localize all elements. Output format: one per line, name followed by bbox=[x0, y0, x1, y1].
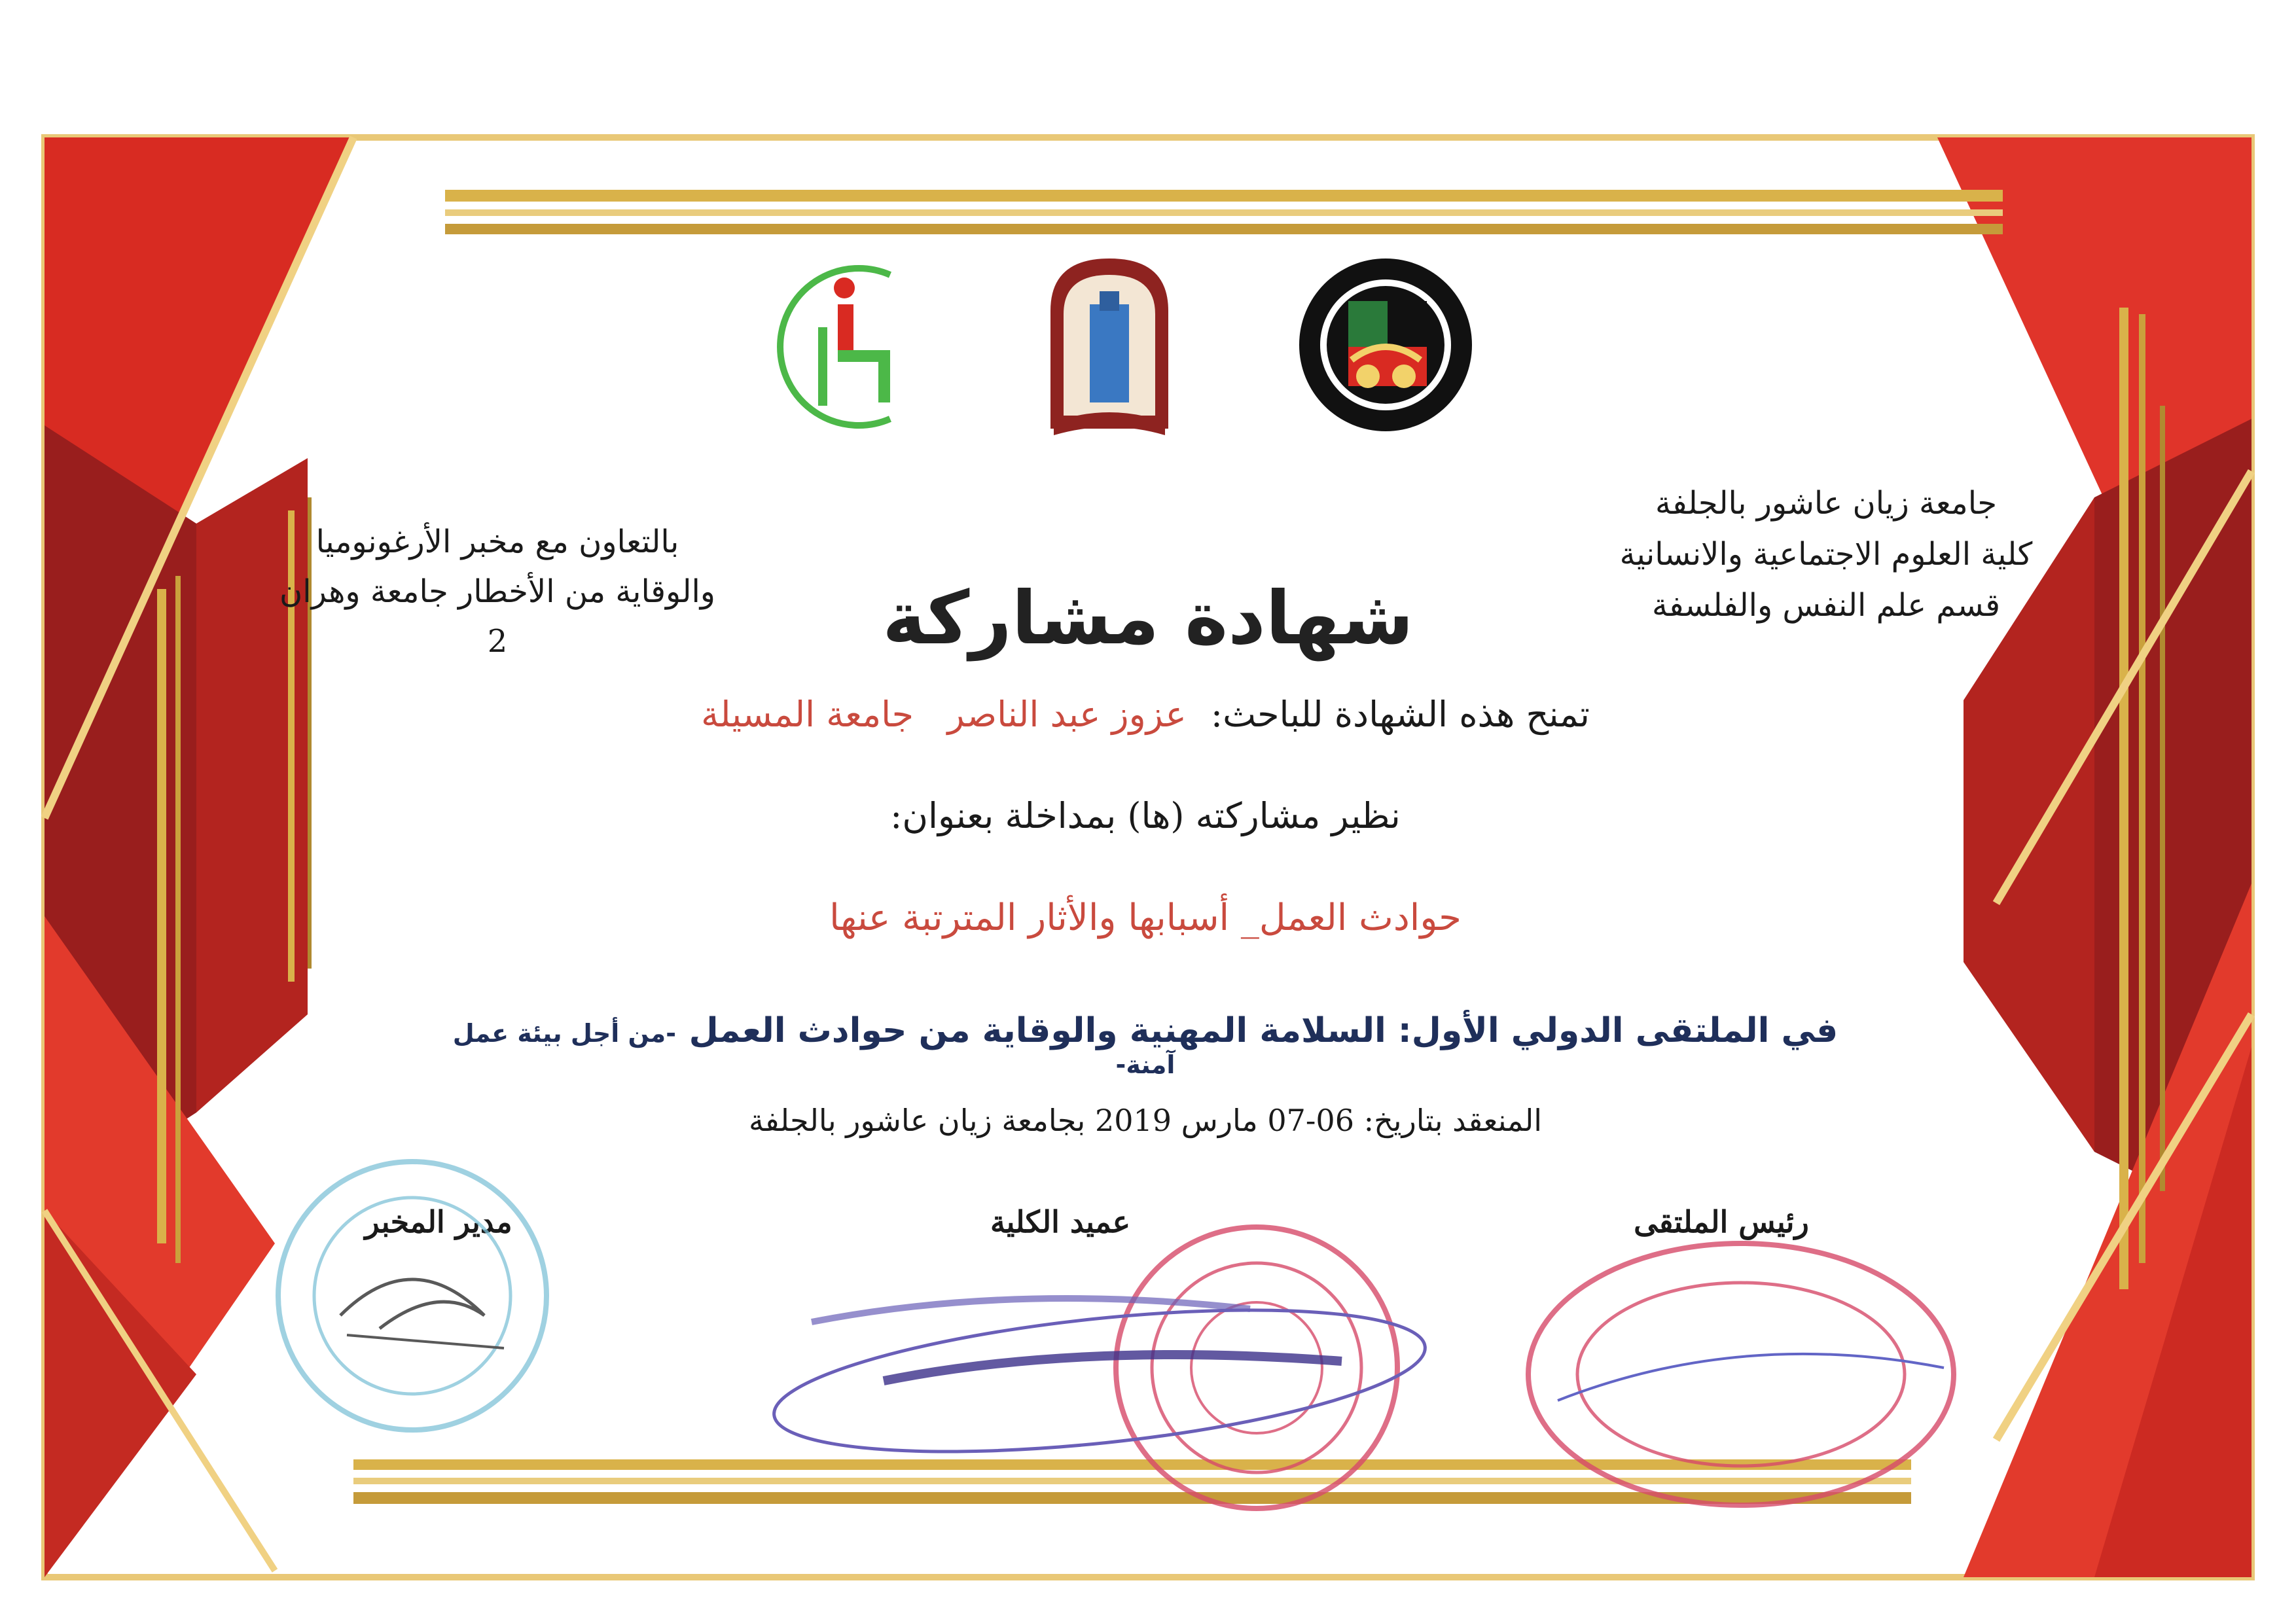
recipient-name: عزوز عبد الناصر جامعة المسيلة bbox=[701, 694, 1187, 735]
certificate-title: شهادة مشاركة bbox=[882, 576, 1414, 661]
conference-president-label: رئيس الملتقى bbox=[1634, 1204, 1809, 1240]
recipient-line bbox=[524, 694, 1767, 735]
president-stamp bbox=[1518, 1237, 1964, 1512]
right-header-line2: كلية العلوم الاجتماعية والانسانية bbox=[1619, 536, 2033, 573]
date-line: المنعقد بتاريخ: 06-07 مارس 2019 بجامعة زيان عاشور بالجلفة bbox=[749, 1103, 1542, 1138]
conference-main: في الملتقى الدولي الأول: السلامة المهنية والوقاية من حوادث العمل bbox=[689, 1011, 1839, 1050]
dean-signature bbox=[753, 1283, 1446, 1459]
right-header-line3: قسم علم النفس والفلسفة bbox=[1651, 587, 2001, 624]
participation-line: نظير مشاركته (ها) بمداخلة بعنوان: bbox=[890, 795, 1401, 836]
faculty-social-sciences-logo bbox=[1041, 252, 1178, 438]
granted-prefix: تمنح هذه الشهادة للباحث: bbox=[1210, 694, 1590, 735]
lab-stamp bbox=[268, 1152, 556, 1440]
conference-sub: -من أجل بيئة عمل آمنة- bbox=[452, 1019, 1175, 1079]
left-header-line2: والوقاية من الأخطار جامعة وهران 2 bbox=[279, 573, 715, 660]
left-header bbox=[275, 517, 720, 666]
right-header bbox=[1610, 478, 2042, 631]
university-djelfa-logo bbox=[1296, 255, 1476, 435]
right-header-line1: جامعة زيان عاشور بالجلفة bbox=[1655, 485, 1998, 522]
dean-label: عميد الكلية bbox=[990, 1204, 1131, 1240]
lab-director-label: مدير المخبر bbox=[365, 1204, 512, 1240]
ergonomics-lab-logo bbox=[772, 255, 942, 438]
conference-line bbox=[425, 1011, 1865, 1079]
left-header-line1: بالتعاون مع مخبر الأرغونوميا bbox=[315, 524, 679, 560]
paper-title: حوادث العمل_ أسبابها والأثار المترتبة عنها bbox=[829, 897, 1462, 939]
